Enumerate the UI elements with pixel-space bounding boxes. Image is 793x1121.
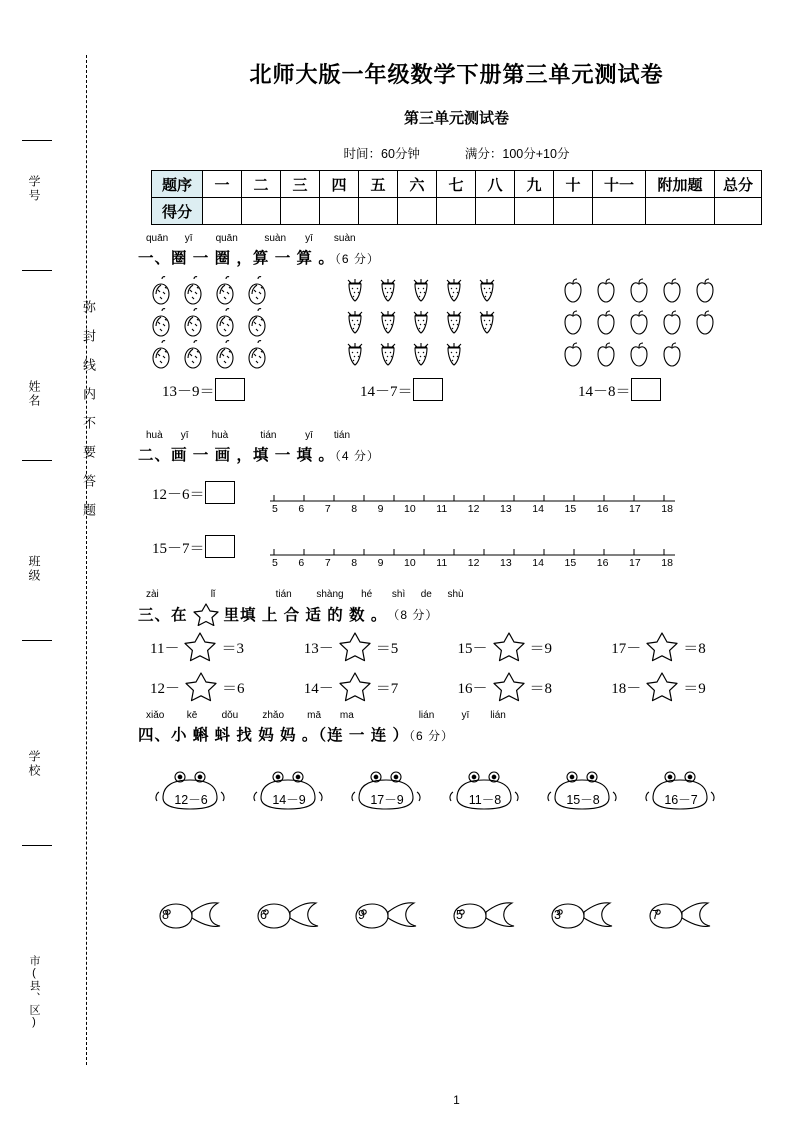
score-col-8: 八 [476,171,515,198]
q3-item-8-right: ＝9 [683,681,706,697]
q3-row-1 [150,630,793,664]
q2-heading [138,443,793,465]
exam-meta [120,144,793,162]
seal-line-text: 弥封线内不要答题 [81,300,96,532]
q3-item-1[interactable] [150,630,300,664]
binding-label-shixianqu: 市(县、区) [28,955,40,1029]
q1-pinyin [146,233,793,246]
strawberry-row-1 [342,274,510,306]
frog-label-5: 15－8 [566,793,600,807]
q3-heading-end: 里填 上 合 适 的 数 。 [223,607,388,624]
score-col-7: 七 [437,171,476,198]
binding-label-xuehao: 学号 [27,175,41,203]
q2-item-2 [120,527,793,577]
tick: 18 [661,557,673,569]
q3-item-7[interactable] [458,670,608,704]
q3-pinyin-5: shì [391,589,406,600]
tick: 5 [272,557,278,569]
q4-points: （6 分） [409,729,455,743]
score-cell-5[interactable] [359,198,398,225]
score-table-value-row [152,198,762,225]
tick: 13 [500,557,512,569]
tick: 11 [436,503,448,515]
q1-eq1-text: 13－9＝ [162,384,215,400]
q1-answer-box-2[interactable] [413,378,443,401]
tick: 17 [629,557,641,569]
score-col-3: 三 [281,171,320,198]
tick: 12 [467,503,480,515]
q2-eq-2 [152,535,235,558]
tick: 6 [298,503,305,515]
q2-item-1 [120,473,793,523]
score-cell-8[interactable] [476,198,515,225]
tick: 7 [324,503,331,515]
q3-item-6-left: 14－ [303,681,334,697]
q1-pinyin-5: yī [305,233,313,244]
q4-heading [138,723,793,745]
q3-pinyin-zai: zài [146,589,159,600]
apple-row-3 [560,338,730,370]
tick: 10 [404,503,416,515]
q1-answer-box-3[interactable] [631,378,661,401]
page-title: 北师大版一年级数学下册第三单元测试卷 [249,62,664,87]
tick: 11 [436,557,448,569]
score-cell-1[interactable] [203,198,242,225]
q1-equation-3 [578,378,730,401]
time-label: 时间：60分钟 [343,147,420,161]
q3-item-3-left: 15－ [457,641,488,657]
q2-numberline-1-ticks [270,503,675,515]
star-blank-icon[interactable] [488,641,530,657]
q2-heading-text: 二、画 一 画 ，填 一 填 。 [138,447,335,464]
q2-pinyin-2: yī [180,430,189,441]
q4-pinyin-6: ma [339,710,354,721]
tick: 15 [564,557,577,569]
q3-item-2[interactable] [304,630,454,664]
q4-tadpole-row [144,885,793,947]
binding-rule-2 [22,270,52,271]
q2-eq2-text: 15－7＝ [152,541,205,557]
star-blank-icon[interactable] [641,681,683,697]
q1-group-pear [148,274,282,401]
tick: 14 [532,503,544,515]
score-table [151,170,762,225]
q1-pinyin-3: quān [215,233,238,244]
q4-pinyin-3: dǒu [221,710,239,721]
q3-item-7-left: 16－ [457,681,488,697]
q3-heading [138,602,793,626]
score-cell-2[interactable] [242,198,281,225]
tick: 8 [351,557,358,569]
q3-item-5-left: 12－ [150,681,181,697]
q1-pinyin-4: suàn [264,233,287,244]
tadpole-label-1: 8 [162,908,169,922]
score-cell-6[interactable] [398,198,437,225]
score-table-row-label-1: 题序 [152,171,203,198]
q3-pinyin [146,589,793,602]
tick: 18 [661,503,673,515]
score-cell-4[interactable] [320,198,359,225]
q2-answer-box-1[interactable] [205,481,235,504]
star-blank-icon[interactable] [180,681,222,697]
q3-pinyin-4: hé [361,589,373,600]
score-col-1: 一 [203,171,242,198]
pear-row-3 [148,338,282,370]
q1-heading [138,246,793,268]
q1-group-apple [560,274,730,401]
q2-pinyin [146,430,793,443]
tadpole-label-2: 6 [260,908,267,922]
q1-pinyin-6: suàn [333,233,356,244]
tadpole-label-6: 7 [652,908,659,922]
page-number: 1 [453,1093,460,1107]
score-col-bonus: 附加题 [646,171,715,198]
q2-answer-box-2[interactable] [205,535,235,558]
q3-heading-start: 三、在 [138,607,188,624]
q2-numberline-2-ticks [270,557,675,569]
q4-pinyin [146,710,793,723]
score-col-total: 总分 [715,171,762,198]
q3-item-5-right: ＝6 [222,681,245,697]
score-cell-3[interactable] [281,198,320,225]
q3-pinyin-3: shàng [316,589,344,600]
star-blank-icon[interactable] [488,681,530,697]
q2-pinyin-4: tián [260,430,277,441]
q3-pinyin-2: tián [275,589,292,600]
score-col-2: 二 [242,171,281,198]
q2-eq-1 [152,481,235,504]
q1-heading-text: 一、圈 一 圈 ，算 一 算 。 [138,250,335,267]
star-icon [192,602,220,626]
q3-item-3[interactable] [458,630,608,664]
tick: 6 [298,557,305,569]
q4-heading-text: 四、小 蝌 蚪 找 妈 妈 。（连 一 连 ） [138,727,410,744]
binding-label-banji: 班级 [27,555,41,583]
tick: 17 [629,503,641,515]
q1-fruit-zone [120,274,793,414]
score-table-header-row [152,171,762,198]
score-col-6: 六 [398,171,437,198]
frog-label-4: 11－8 [468,793,502,807]
q3-pinyin-6: de [420,589,432,600]
score-cell-7[interactable] [437,198,476,225]
score-col-5: 五 [359,171,398,198]
score-cell-bonus[interactable] [646,198,715,225]
q3-item-8[interactable] [611,670,706,704]
q3-item-7-right: ＝8 [529,681,553,697]
frog-label-1: 12－6 [174,793,208,807]
q4-pinyin-2: kē [186,710,198,721]
q3-item-6[interactable] [304,670,454,704]
pear-row-2 [148,306,282,338]
score-col-9: 九 [515,171,554,198]
q3-row-2 [150,670,793,704]
binding-rule-1 [22,140,52,141]
q3-item-3-right: ＝9 [529,641,553,657]
q2-numberline-1[interactable] [270,493,675,515]
q4-pinyin-8: yī [461,710,470,721]
tadpole-label-5: 3 [554,908,561,922]
binding-margin [0,0,120,1121]
tadpole-label-4: 5 [456,908,463,922]
q3-item-4[interactable] [611,630,706,664]
score-col-11: 十一 [593,171,646,198]
star-blank-icon[interactable] [334,681,376,697]
q4-frog-row [144,755,793,817]
q3-item-4-right: ＝8 [683,641,706,657]
q3-pinyin-7: shù [447,589,464,600]
tick: 16 [596,557,609,569]
frog-label-6: 16－7 [664,793,698,807]
frog-label-2: 14－9 [272,793,306,807]
strawberry-row-3 [342,338,510,370]
dashed-fold-line [86,55,87,1065]
tadpole-label-3: 9 [358,908,365,922]
tick: 12 [467,557,480,569]
apple-row-1 [560,274,730,306]
q4-pinyin-1: xiǎo [146,710,165,721]
q3-item-5[interactable] [150,670,300,704]
q2-numberline-2[interactable] [270,547,675,569]
q2-pinyin-6: tián [333,430,351,441]
tick: 16 [596,503,609,515]
score-cell-total[interactable] [715,198,762,225]
star-blank-icon[interactable] [334,641,376,657]
q3-item-8-left: 18－ [611,681,642,697]
q1-equation-1 [162,378,282,401]
binding-rule-4 [22,640,52,641]
strawberry-row-2 [342,306,510,338]
q1-equation-2 [360,378,510,401]
q4-pinyin-5: mā [307,710,322,721]
binding-rule-3 [22,460,52,461]
pear-row-1 [148,274,282,306]
q3-item-2-right: ＝5 [375,641,399,657]
exam-page [120,0,793,1121]
q1-points: （6 分） [334,252,380,266]
q2-pinyin-1: huà [146,430,163,441]
binding-rule-5 [22,845,52,846]
q1-group-strawberry [342,274,510,401]
score-cell-10[interactable] [554,198,593,225]
q2-points: （4 分） [334,449,380,463]
tick: 5 [272,503,278,515]
page-subtitle: 第三单元测试卷 [403,110,509,127]
score-cell-11[interactable] [593,198,646,225]
tick: 14 [532,557,544,569]
star-blank-icon[interactable] [641,641,683,657]
q4-pinyin-4: zhǎo [262,710,285,721]
q3-item-1-right: ＝3 [221,641,244,657]
score-col-10: 十 [554,171,593,198]
q1-answer-box-1[interactable] [215,378,245,401]
tick: 9 [377,503,384,515]
star-blank-icon[interactable] [179,641,221,657]
binding-label-xingming: 姓名 [27,380,41,408]
score-cell-9[interactable] [515,198,554,225]
tick: 15 [564,503,577,515]
q4-pinyin-7: lián [418,710,435,721]
frog-label-3: 17－9 [370,793,404,807]
tick: 9 [377,557,384,569]
q1-eq2-text: 14－7＝ [360,384,413,400]
tick: 10 [404,557,416,569]
q2-pinyin-5: yī [305,430,313,441]
binding-label-xuexiao: 学校 [27,750,41,778]
q3-item-2-left: 13－ [303,641,334,657]
q1-pinyin-2: yī [184,233,193,244]
q3-pinyin-1: lǐ [210,589,216,600]
q1-eq3-text: 14－8＝ [578,384,631,400]
q3-item-1-left: 11－ [150,641,180,657]
tick: 8 [351,503,358,515]
tick: 13 [500,503,512,515]
score-col-4: 四 [320,171,359,198]
apple-row-2 [560,306,730,338]
total-score-label: 满分：100分+10分 [464,147,570,161]
q2-eq1-text: 12－6＝ [152,487,205,503]
tick: 7 [324,557,331,569]
score-table-row-label-2: 得分 [152,198,203,225]
q1-pinyin-1: quān [146,233,169,244]
q4-pinyin-9: lián [490,710,506,721]
q2-pinyin-3: huà [211,430,229,441]
q3-item-4-left: 17－ [611,641,642,657]
q3-points: （8 分） [387,607,439,622]
q3-item-6-right: ＝7 [375,681,399,697]
